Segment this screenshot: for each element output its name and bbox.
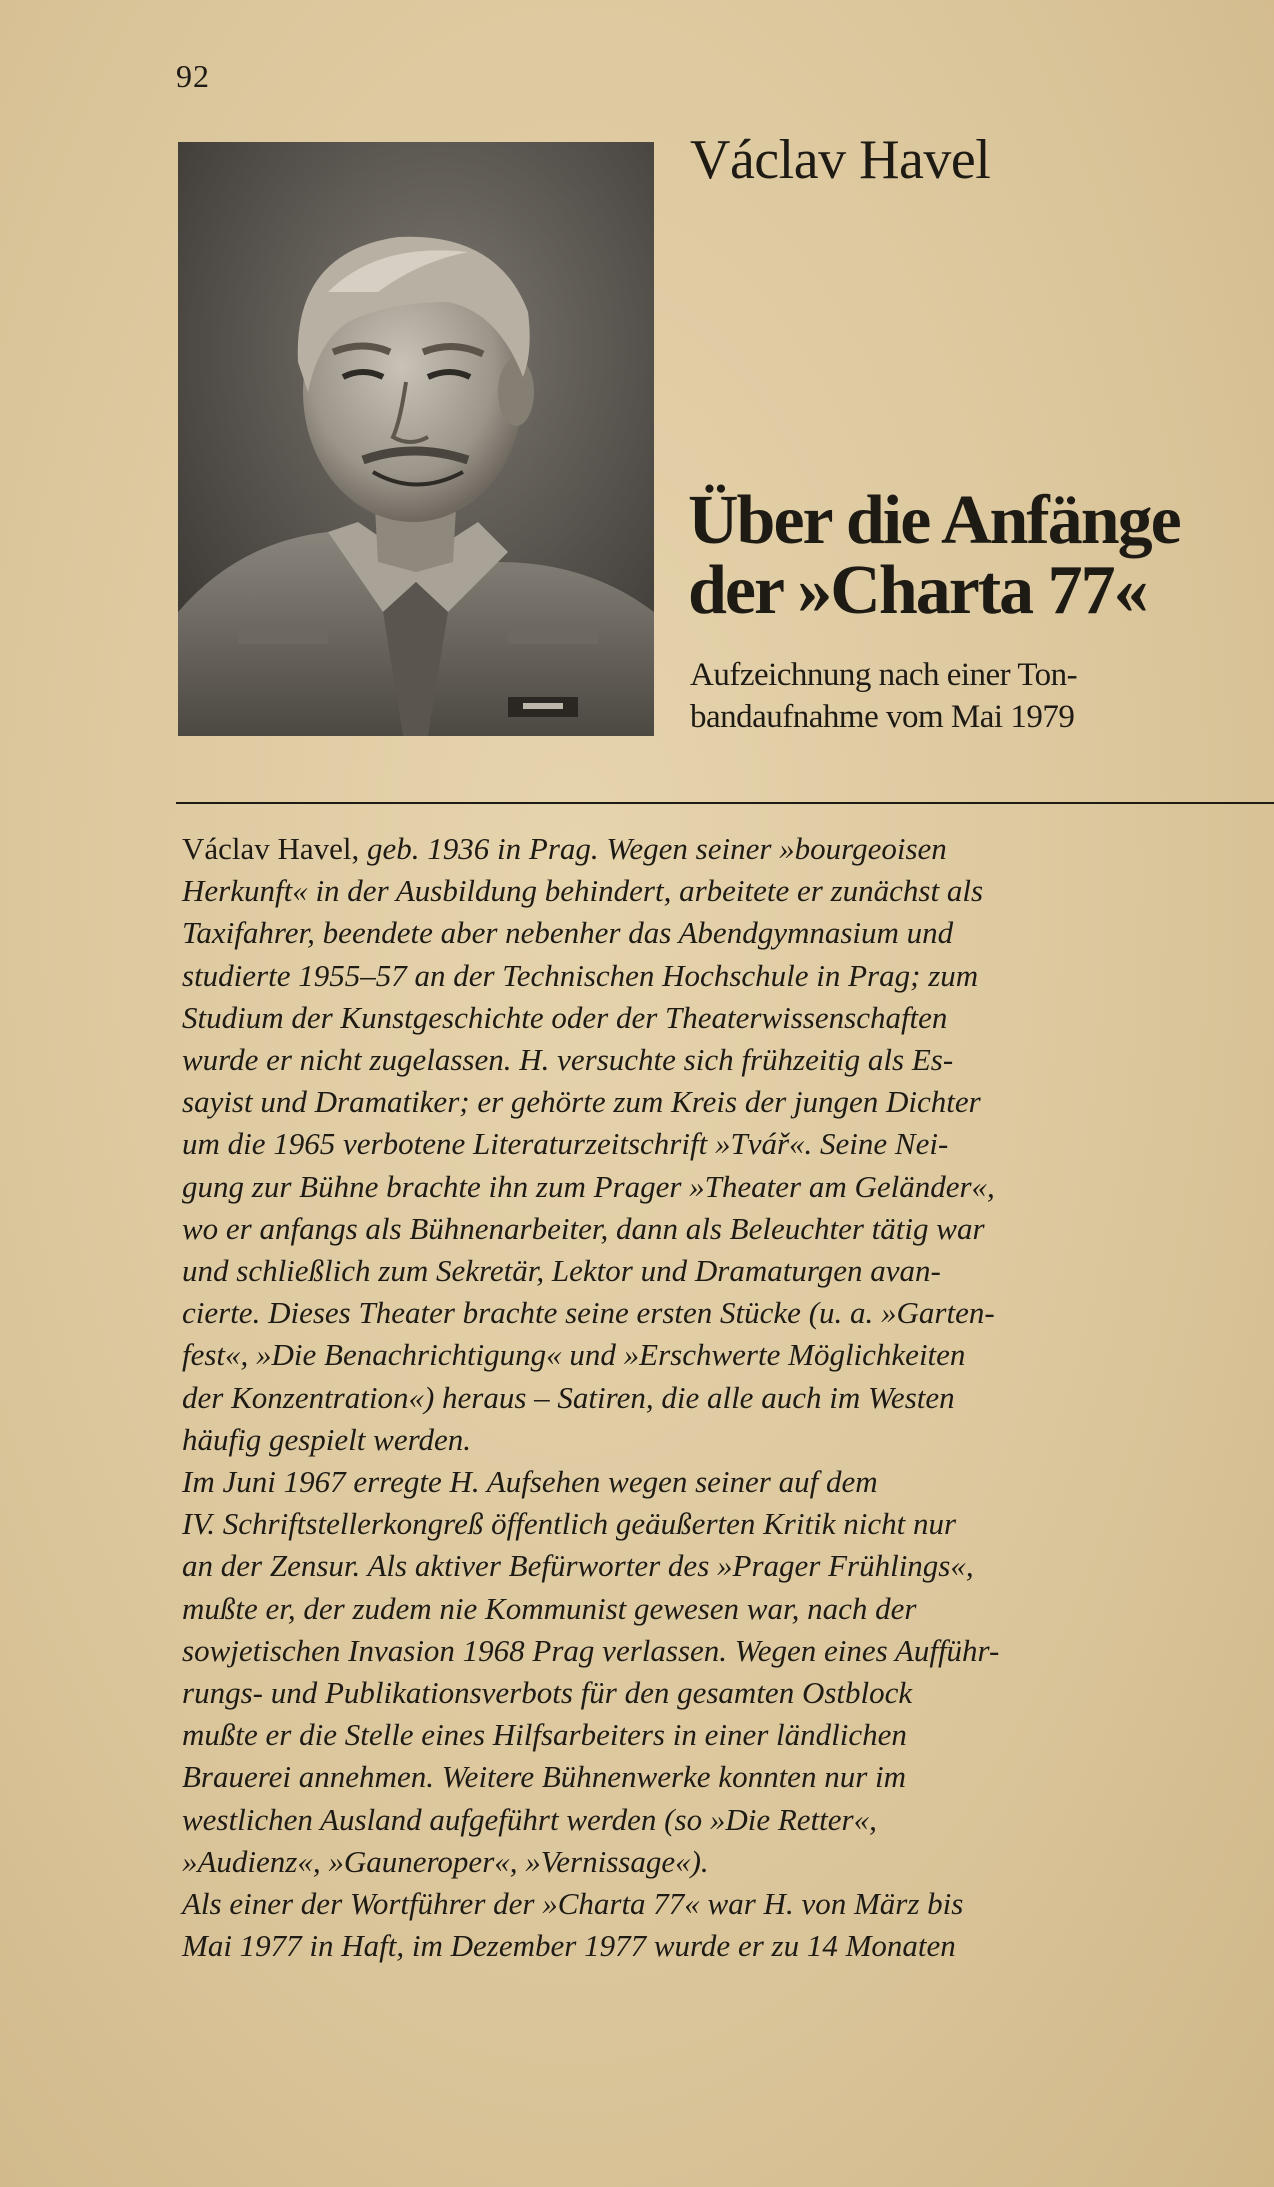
essay-subtitle-line: bandaufnahme vom Mai 1979 xyxy=(690,698,1075,735)
essay-title xyxy=(688,482,1248,629)
bio-lead-name: Václav Havel, xyxy=(182,831,360,866)
bio-line-text: geb. 1936 in Prag. Wegen seiner »bourgeoisen xyxy=(359,831,947,866)
author-heading: Václav Havel xyxy=(690,129,991,191)
bio-line: sowjetischen Invasion 1968 Prag verlassen. Wegen eines Aufführ- xyxy=(182,1632,1000,1668)
essay-title-line: Über die Anfänge xyxy=(688,482,1180,559)
bio-line-first xyxy=(182,828,1274,870)
bio-line: um die 1965 verbotene Literaturzeitschrift »Tvář«. Seine Nei- xyxy=(182,1126,949,1162)
bio-line: studierte 1955–57 an der Technischen Hochschule in Prag; zum xyxy=(182,957,979,993)
page-number: 92 xyxy=(176,58,210,94)
bio-line: Taxifahrer, beendete aber nebenher das Abendgymnasium und xyxy=(182,915,954,951)
bio-line: cierte. Dieses Theater brachte seine ersten Stücke (u. a. »Garten- xyxy=(182,1295,995,1331)
portrait-illustration xyxy=(178,142,654,736)
bio-line: Als einer der Wortführer der »Charta 77« war H. von März bis xyxy=(182,1886,964,1922)
bio-line: Herkunft« in der Ausbildung behindert, arbeitete er zunächst als xyxy=(182,873,984,909)
essay-subtitle xyxy=(690,655,1250,738)
bio-line: mußte er die Stelle eines Hilfsarbeiters in einer ländlichen xyxy=(182,1717,907,1753)
biography-text xyxy=(182,828,1274,1967)
bio-line: Mai 1977 in Haft, im Dezember 1977 wurde er zu 14 Monaten xyxy=(182,1928,956,1964)
author-portrait-photo xyxy=(178,142,654,736)
bio-line: Brauerei annehmen. Weitere Bühnenwerke konnten nur im xyxy=(182,1759,907,1795)
bio-line: der Konzentration«) heraus – Satiren, die alle auch im Westen xyxy=(182,1379,955,1415)
bio-line: »Audienz«, »Gauneroper«, »Vernissage«). xyxy=(182,1843,709,1879)
essay-subtitle-line: Aufzeichnung nach einer Ton- xyxy=(690,657,1078,693)
bio-line: gung zur Bühne brachte ihn zum Prager »Theater am Geländer«, xyxy=(182,1168,995,1204)
bio-line: und schließlich zum Sekretär, Lektor und Dramaturgen avan- xyxy=(182,1253,941,1289)
bio-line: Im Juni 1967 erregte H. Aufsehen wegen seiner auf dem xyxy=(182,1464,878,1500)
bio-line: mußte er, der zudem nie Kommunist gewesen war, nach der xyxy=(182,1590,917,1626)
bio-line: wo er anfangs als Bühnenarbeiter, dann als Beleuchter tätig war xyxy=(182,1210,985,1246)
bio-line: IV. Schriftstellerkongreß öffentlich geäußerten Kritik nicht nur xyxy=(182,1506,957,1542)
bio-line: westlichen Ausland aufgeführt werden (so »Die Retter«, xyxy=(182,1801,877,1837)
bio-line: wurde er nicht zugelassen. H. versuchte sich frühzeitig als Es- xyxy=(182,1042,954,1078)
bio-line: Studium der Kunstgeschichte oder der Theaterwissenschaften xyxy=(182,999,948,1035)
bio-line: rungs- und Publikationsverbots für den gesamten Ostblock xyxy=(182,1675,913,1711)
bio-line: an der Zensur. Als aktiver Befürworter des »Prager Frühlings«, xyxy=(182,1548,974,1584)
bio-line: häufig gespielt werden. xyxy=(182,1421,472,1457)
bio-line: fest«, »Die Benachrichtigung« und »Erschwerte Möglichkeiten xyxy=(182,1337,966,1373)
essay-title-line: der »Charta 77« xyxy=(688,552,1147,629)
bio-line: sayist und Dramatiker; er gehörte zum Kreis der jungen Dichter xyxy=(182,1084,981,1120)
section-divider xyxy=(176,802,1274,804)
